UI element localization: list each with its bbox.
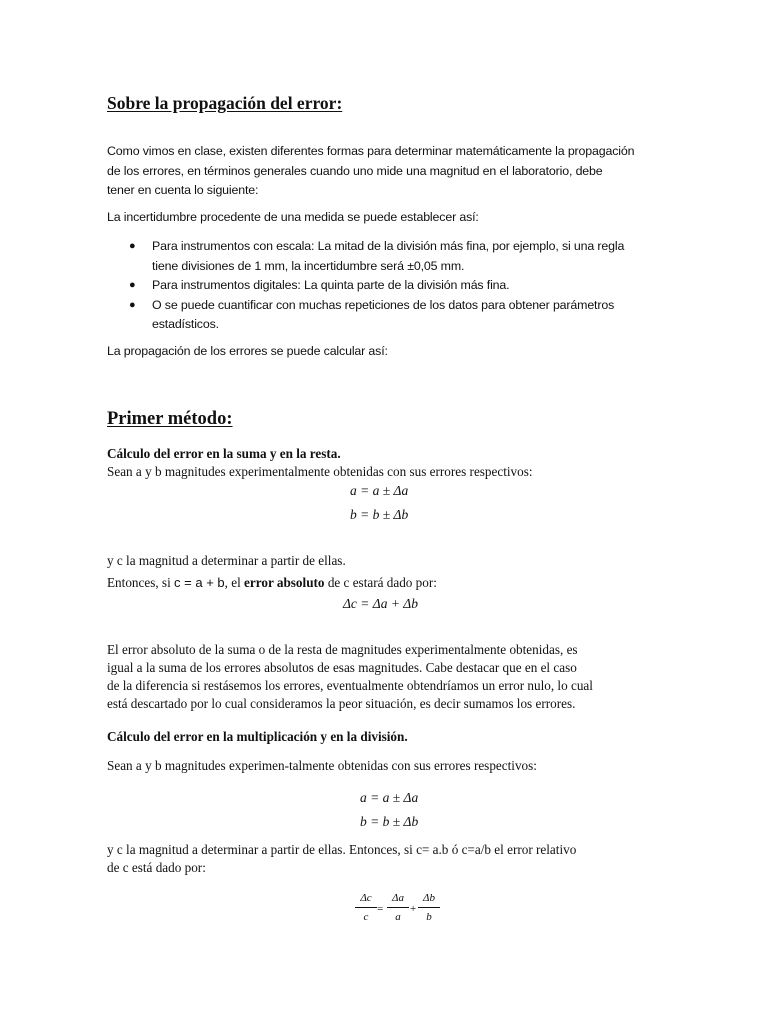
plus-sign: + [410,903,417,915]
page-title: Sobre la propagación del error: [107,93,343,113]
sum-heading: Cálculo del error en la suma y en la resta. [107,446,341,461]
sum-section [107,445,667,481]
mult-line-1: Sean a y b magnitudes experimen-talmente obtenidas con sus errores respectivos: [107,758,537,773]
uncertainty-list [107,237,667,335]
bullet-icon: ● [129,279,136,291]
uncertainty-intro: La incertidumbre procedente de una medida se puede establecer así: [107,210,479,224]
fraction-c: $\frac{\Delta c}{c}$ [355,892,377,924]
sum-expression: c = a + b [174,575,225,590]
equals-sign: = [377,903,384,915]
sum-line-3: Entonces, si c = a + b, el error absoluto de c estará dado por: [107,575,437,590]
mult-heading: Cálculo del error en la multiplicación y en la división. [107,729,408,744]
equation-c: Δc = Δa + Δb [343,596,418,611]
sum-line-1: Sean a y b magnitudes experimentalmente obtenidas con sus errores respectivos: [107,464,533,479]
equation-a: a = a ± Δa [350,483,409,498]
intro-paragraph [107,142,667,201]
fraction-a: $\frac{\Delta a}{a}$ [387,892,409,924]
list-item: ● Para instrumentos digitales: La quinta parte de la división más fina. [107,276,667,296]
equation-b: b = b ± Δb [350,507,409,522]
intro-line-3: tener en cuenta lo siguiente: [107,183,259,197]
method-title: Primer método: [107,409,233,429]
intro-line-1: Como vimos en clase, existen diferentes formas para determinar matemáticamente la propagación [107,144,635,158]
bullet-icon: ● [129,240,136,252]
bullet-icon: ● [129,298,136,311]
list-item: ● Para instrumentos con escala: La mitad de la división más fina, por ejemplo, si una regla tiene divisiones de 1 mm, la incertidumbre será ±0,05 mm. [129,239,625,273]
intro-line-2: de los errores, en términos generales cuando uno mide una magnitud en el laboratorio, debe [107,163,603,178]
mult-equation-a: a = a ± Δa [360,790,419,805]
fraction-b: $\frac{\Delta b}{b}$ [418,892,440,924]
mult-paragraph: y c la magnitud a determinar a partir de ellas. Entonces, si c= a.b ó c=a/b el error relativo de c está dado por: [107,842,577,875]
absolute-error-term: error absoluto [244,575,325,590]
propagation-intro: La propagación de los errores se puede calcular así: [107,344,388,358]
list-item: ● O se puede cuantificar con muchas repeticiones de los datos para obtener parámetros estadísticos. [129,297,615,331]
sum-line-2: y c la magnitud a determinar a partir de ellas. [107,553,346,568]
mult-equation-b: b = b ± Δb [360,814,419,829]
sum-paragraph: El error absoluto de la suma o de la resta de magnitudes experimentalmente obtenidas, es igual a la suma de los errores absolutos de esas magnitudes. Cabe destacar que en el caso de la diferencia si restásemos los errores, eventualmente obtendríamos un error nulo, lo cual está descartado por lo cual consideramos la peor situación, es decir sumamos los errores. [107,642,593,711]
